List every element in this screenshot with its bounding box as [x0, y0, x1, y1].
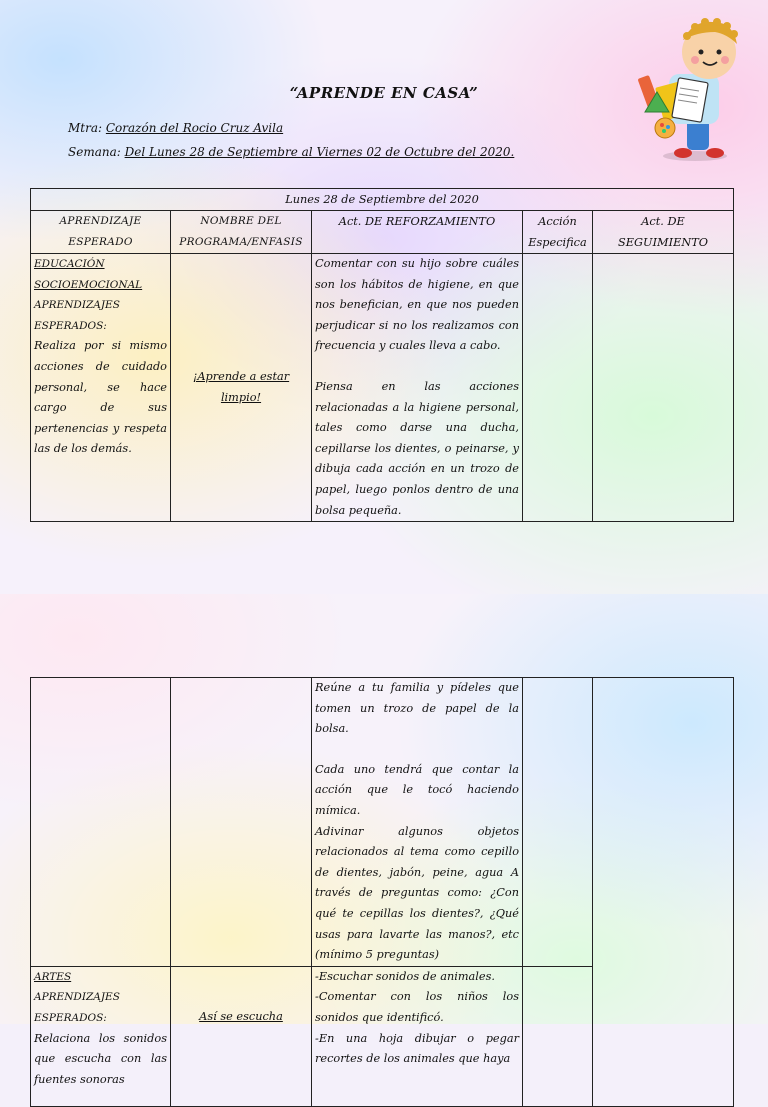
planning-table-page-2 [30, 677, 734, 1107]
teacher-label: Mtra: [68, 121, 103, 135]
reinforcement-activity-cell [312, 678, 523, 967]
page-title: “APRENDE EN CASA” [289, 84, 479, 102]
activity-paragraph: Cada uno tendrá que contar la acción que le tocó haciendo mímica. [315, 762, 519, 817]
specific-action-cell [523, 254, 593, 522]
specific-action-cell [523, 678, 593, 967]
column-header-reforzamiento: Act. DE REFORZAMIENTO [312, 211, 523, 254]
week-line [68, 145, 514, 159]
expected-text: Realiza por si mismo acciones de cuidado personal, se hace cargo de sus pertenencias y respeta las de los demás. [34, 339, 167, 456]
column-header-seguimiento: Act. DE SEGUIMIENTO [593, 211, 734, 254]
expected-label: APRENDIZAJES ESPERADOS: [34, 991, 120, 1024]
reinforcement-activity-cell [312, 254, 523, 522]
subject-label: EDUCACIÓN SOCIOEMOCIONAL [34, 258, 143, 291]
expected-text: Relaciona los sonidos que escucha con las fuentes sonoras [34, 1031, 167, 1086]
reinforcement-activity-cell [312, 966, 523, 1106]
document-page-2 [0, 594, 768, 1086]
planning-table-page-1 [30, 188, 734, 522]
activity-paragraph: Adivinar algunos objetos relacionados al tema como cepillo de dientes, jabón, peine, agua A través de preguntas como: ¿Con qué te cepillas los dientes?, ¿Qué usas para lavarte las manos?, etc (mínimo 5 preguntas) [315, 824, 519, 962]
follow-up-cell [593, 254, 734, 522]
teacher-line [68, 121, 283, 135]
activity-line: -En una hoja dibujar o pegar recortes de los animales que haya [315, 1031, 519, 1066]
follow-up-cell [593, 678, 734, 1107]
program-name: ¡Aprende a estar limpio! [192, 369, 290, 404]
date-header: Lunes 28 de Septiembre del 2020 [31, 189, 734, 211]
program-name: Así se escucha [199, 1009, 283, 1023]
activity-paragraph: Reúne a tu familia y pídeles que tomen un trozo de papel de la bolsa. [315, 681, 519, 736]
program-cell [171, 678, 312, 967]
program-cell [171, 966, 312, 1106]
column-header-aprendizaje: APRENDIZAJE ESPERADO [31, 211, 171, 254]
program-cell [171, 254, 312, 522]
week-label: Semana: [68, 145, 121, 159]
activity-paragraph: Comentar con su hijo sobre cuáles son los hábitos de higiene, en que nos benefician, en que nos pueden perjudicar si no los realizamos con frecuencia y cuales lleva a cabo. [315, 257, 519, 353]
table-row [31, 678, 734, 967]
week-value: Del Lunes 28 de Septiembre al Viernes 02 de Octubre del 2020. [124, 145, 515, 159]
activity-paragraph: Piensa en las acciones relacionadas a la higiene personal, tales como darse una ducha, cepillarse los dientes, o peinarse, y dibuja cada acción en un trozo de papel, luego ponlos dentro de una bolsa pequeña. [315, 379, 519, 517]
teacher-name: Corazón del Rocio Cruz Avila [105, 121, 284, 135]
column-header-programa: NOMBRE DEL PROGRAMA/ENFASIS [171, 211, 312, 254]
specific-action-cell [523, 966, 593, 1106]
expected-label: APRENDIZAJES ESPERADOS: [34, 299, 120, 332]
column-header-accion: Acción Especifica [523, 211, 593, 254]
subject-label: ARTES [34, 970, 72, 983]
expected-learning-cell [31, 254, 171, 522]
activity-line: -Comentar con los niños los sonidos que identificó. [315, 990, 519, 1024]
expected-learning-cell [31, 966, 171, 1106]
expected-learning-cell [31, 678, 171, 967]
activity-line: -Escuchar sonidos de animales. [315, 969, 495, 983]
table-row [31, 254, 734, 522]
